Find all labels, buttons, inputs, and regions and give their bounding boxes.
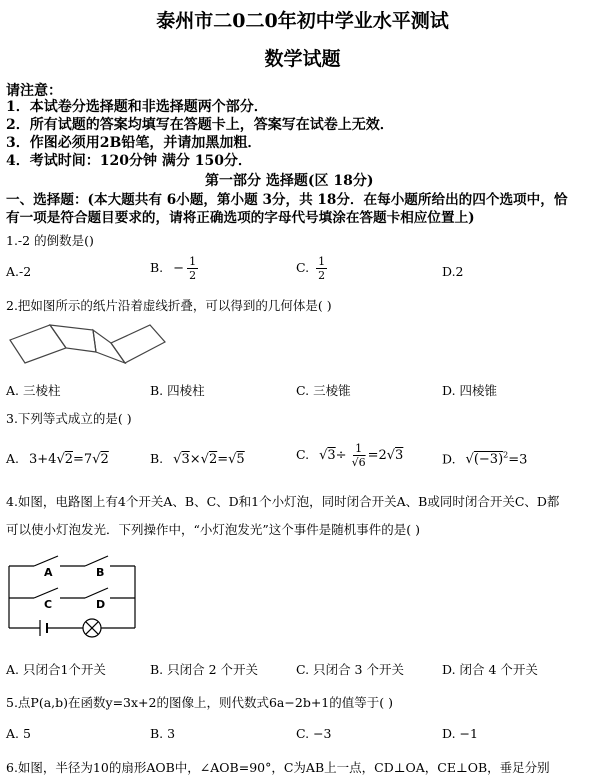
q3-a-expr1: 3+4 [29,452,57,467]
q3-c-fraction [350,443,368,468]
q1-option-b-prefix: B. [150,260,164,275]
q1-option-c-prefix: C. [296,260,310,275]
question-4-stem-line1: 4.如图，电路图上有4个开关A、B、C、D和1个小灯泡，同时闭合开关A、B或同时闭合开关C、D都 [6,494,560,509]
q3-b-radical3: √5 [228,452,245,467]
q3-a-prefix: A. [6,451,20,466]
q1-c-numerator: 1 [318,255,326,268]
q3-option-b [150,451,245,467]
q3-c-eq: =2 [367,448,387,463]
q2-option-a: A. 三棱柱 [6,383,61,398]
q3-a-radical2: √2 [92,452,109,467]
notice-heading: 请注意： [6,83,62,99]
q3-d-eq: =3 [508,452,528,468]
circuit-label-c: C [44,598,53,611]
q3-b-radicand2: 2 [208,452,218,467]
q3-c-den-radicand: 6 [358,456,366,469]
q2-option-b: B. 四棱柱 [150,383,205,398]
q3-b-radicand3: 5 [236,452,245,467]
q3-b-times: × [189,452,201,467]
q1-option-b-fraction [187,256,198,281]
circuit-label-d: D [96,598,106,611]
q3-b-prefix: B. [150,451,164,466]
circuit-label-b: B [96,566,105,579]
question-2-stem: 2.把如图所示的纸片沿着虚线折叠，可以得到的几何体是( ) [6,298,332,313]
q1-option-d: D.2 [442,264,464,279]
q3-d-radical: $√(-3)^2$ [465,451,509,468]
q5-option-a: A. 5 [6,726,31,741]
question-1-stem: 1.-2 的倒数是() [6,233,94,248]
question-5-stem: 5.点P(a,b)在函数y=3x+2的图像上，则代数式6a−2b+1的值等于( ) [6,695,393,710]
q3-d-prefix: D. [442,451,456,467]
q1-b-denominator: 2 [189,269,197,282]
q5-option-b: B. 3 [150,726,176,741]
q3-option-a [6,451,109,467]
q3-c-div: ÷ [335,448,347,463]
folding-net-figure [0,318,170,368]
q3-option-d [442,451,527,467]
q3-b-radical2: √2 [200,452,218,467]
q2-option-d: D. 四棱锥 [442,383,498,398]
q3-option-c [296,443,403,468]
part1-heading: 第一部分 选择题(区 18分) [205,173,374,189]
q1-option-a: A.-2 [6,264,32,279]
q4-option-d: D. 闭合 4 个开关 [442,662,538,677]
part1-instruction-line2: 有一项是符合题目要求的，请将正确选项的字母代号填涂在答题卡相应位置上) [6,210,475,226]
circuit-diagram [0,548,140,642]
q3-d-exponent: 2 [503,451,509,460]
circuit-label-a: A [44,566,53,579]
q3-d-radicand: (−3) [473,452,504,468]
q3-b-radicand1: 3 [181,452,190,467]
q1-c-denominator: 2 [318,269,326,282]
notice-item-1: 1．本试卷分选择题和非选择题两个部分． [6,99,268,115]
q2-option-c: C. 三棱锥 [296,383,351,398]
question-6-stem: 6.如图，半径为10的扇形AOB中，∠AOB=90°，C为AB上一点，CD⊥OA，CE⊥OB，垂足分别 [6,760,550,775]
exam-title: 泰州市二0二0年初中学业水平测试 [156,10,449,32]
notice-item-3: 3．作图必须用2B铅笔，并请加黑加粗． [6,135,262,151]
exam-subtitle: 数学试题 [264,48,341,70]
q4-option-c: C. 只闭合 3 个开关 [296,662,404,677]
q3-a-radicand2: 2 [100,452,109,467]
q3-b-radical1: √3 [173,452,190,467]
q3-c-radical1: √3 [319,448,336,463]
question-4-stem-line2: 可以使小灯泡发光．下列操作中，“小灯泡发光”这个事件是随机事件的是( ) [6,522,421,537]
q3-a-radical1: √2 [56,452,74,467]
q1-b-numerator: 1 [189,255,197,268]
q1-option-b [150,256,198,281]
q3-a-radicand1: 2 [64,452,74,467]
q4-option-b: B. 只闭合 2 个开关 [150,662,259,677]
q3-c-denominator: √6 [351,456,366,469]
q3-c-radicand2: 3 [395,448,404,463]
part1-instruction-line1: 一、选择题：(本大题共有 6小题，第小题 3分，共 18分．在每小题所给出的四个选项中，恰 [6,192,568,208]
q1-option-c [296,256,327,281]
question-3-stem: 3.下列等式成立的是( ) [6,411,132,426]
q3-c-radicand1: 3 [327,448,336,463]
q3-a-expr2: =7 [73,452,93,467]
q3-c-prefix: C. [296,447,310,462]
q3-b-eq: = [217,452,229,467]
notice-item-2: 2．所有试题的答案均填写在答题卡上，答案写在试卷上无效． [6,117,394,133]
q3-c-numerator: 1 [355,442,363,455]
q1-option-c-fraction [316,256,327,281]
q5-option-c: C. −3 [296,726,332,741]
q4-option-a: A. 只闭合1个开关 [6,662,106,677]
q3-c-radical2: √3 [386,448,404,463]
q5-option-d: D. −1 [442,726,478,741]
q1-option-b-sign: − [173,261,185,276]
notice-item-4: 4．考试时间：120分钟 满分 150分． [6,153,252,169]
